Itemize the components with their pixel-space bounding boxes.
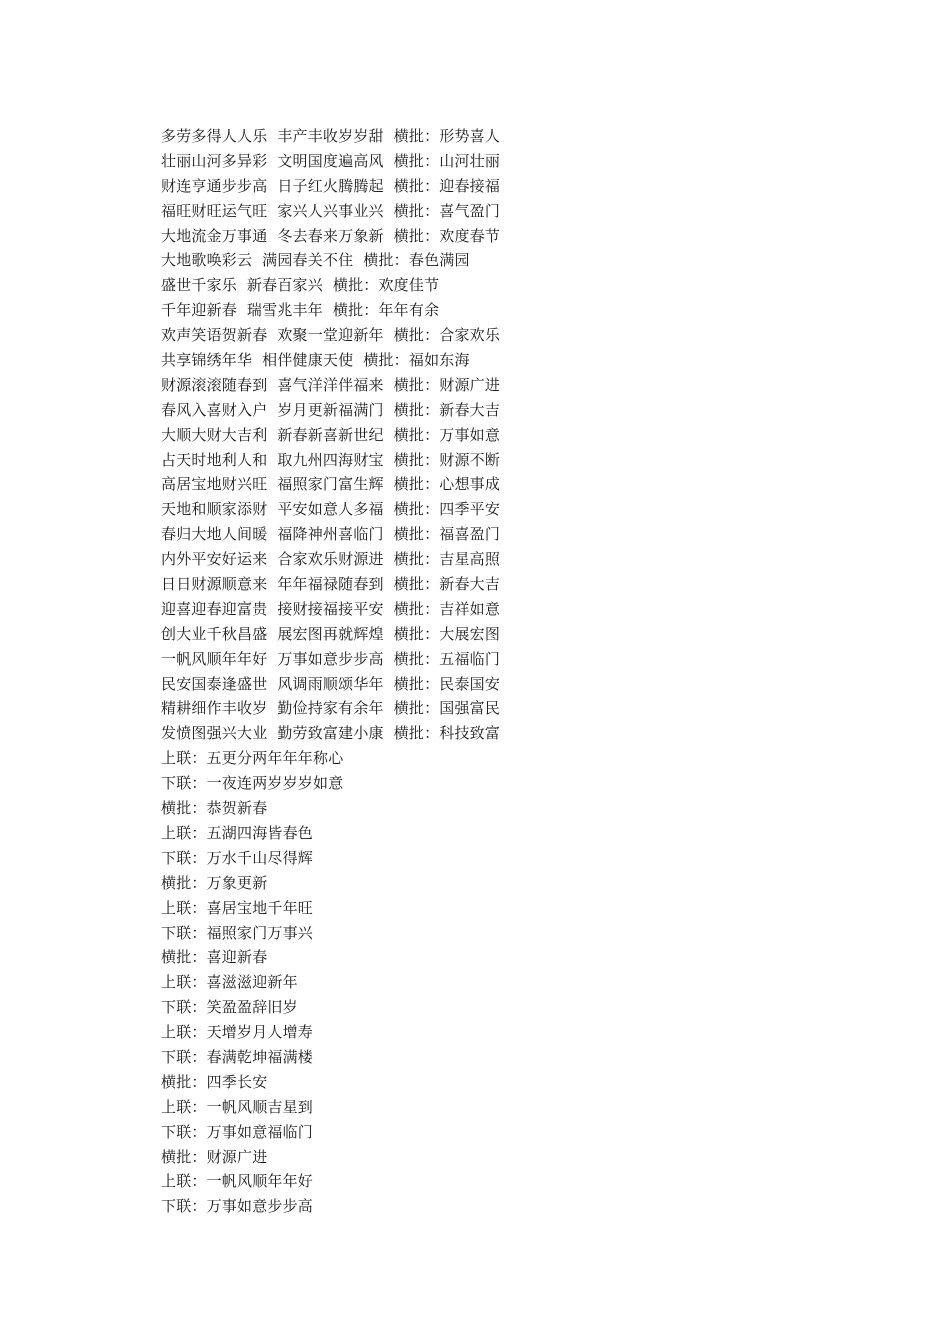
text-line: 天地和顺家添财 平安如意人多福 横批：四季平安 xyxy=(161,500,501,519)
text-line: 上联：喜居宝地千年旺 xyxy=(161,898,314,917)
text-line: 大顺大财大吉利 新春新喜新世纪 横批：万事如意 xyxy=(161,425,501,444)
text-line: 横批：四季长安 xyxy=(161,1072,268,1091)
text-line: 日日财源顺意来 年年福禄随春到 横批：新春大吉 xyxy=(161,575,501,594)
text-line: 横批：财源广进 xyxy=(161,1147,268,1166)
text-line: 下联：一夜连两岁岁岁如意 xyxy=(161,774,344,793)
text-line: 上联：五湖四海皆春色 xyxy=(161,823,314,842)
text-line: 下联：万水千山尽得辉 xyxy=(161,848,314,867)
text-line: 上联：天增岁月人增寿 xyxy=(161,1023,314,1042)
text-line: 上联：一帆风顺年年好 xyxy=(161,1172,314,1191)
text-line: 上联：喜滋滋迎新年 xyxy=(161,973,298,992)
text-line: 下联：福照家门万事兴 xyxy=(161,923,314,942)
text-line: 下联：笑盈盈辞旧岁 xyxy=(161,998,298,1017)
text-line: 内外平安好运来 合家欢乐财源进 横批：吉星高照 xyxy=(161,550,501,569)
text-line: 民安国泰逢盛世 风调雨顺颂华年 横批：民泰国安 xyxy=(161,674,501,693)
text-line: 上联：一帆风顺吉星到 xyxy=(161,1097,314,1116)
text-line: 下联：万事如意福临门 xyxy=(161,1122,314,1141)
text-line: 一帆风顺年年好 万事如意步步高 横批：五福临门 xyxy=(161,649,501,668)
text-line: 横批：恭贺新春 xyxy=(161,799,268,818)
text-line: 共享锦绣年华 相伴健康天使 横批：福如东海 xyxy=(161,351,470,370)
text-line: 大地歌唤彩云 满园春关不住 横批：春色满园 xyxy=(161,251,470,270)
text-line: 精耕细作丰收岁 勤俭持家有余年 横批：国强富民 xyxy=(161,699,501,718)
text-line: 高居宝地财兴旺 福照家门富生辉 横批：心想事成 xyxy=(161,475,501,494)
text-line: 福旺财旺运气旺 家兴人兴事业兴 横批：喜气盈门 xyxy=(161,201,501,220)
text-line: 迎喜迎春迎富贵 接财接福接平安 横批：吉祥如意 xyxy=(161,599,501,618)
text-line: 欢声笑语贺新春 欢聚一堂迎新年 横批：合家欢乐 xyxy=(161,326,501,345)
text-line: 盛世千家乐 新春百家兴 横批：欢度佳节 xyxy=(161,276,440,295)
text-line: 上联：五更分两年年年称心 xyxy=(161,749,344,768)
text-line: 下联：春满乾坤福满楼 xyxy=(161,1047,314,1066)
text-line: 财连亨通步步高 日子红火腾腾起 横批：迎春接福 xyxy=(161,176,501,195)
text-line: 横批：万象更新 xyxy=(161,873,268,892)
text-line: 创大业千秋昌盛 展宏图再就辉煌 横批：大展宏图 xyxy=(161,624,501,643)
text-line: 财源滚滚随春到 喜气洋洋伴福来 横批：财源广进 xyxy=(161,375,501,394)
text-line: 大地流金万事通 冬去春来万象新 横批：欢度春节 xyxy=(161,226,501,245)
text-line: 发愤图强兴大业 勤劳致富建小康 横批：科技致富 xyxy=(161,724,501,743)
text-line: 下联：万事如意步步高 xyxy=(161,1197,314,1216)
text-line: 春归大地人间暖 福降神州喜临门 横批：福喜盈门 xyxy=(161,525,501,544)
text-line: 壮丽山河多异彩 文明国度遍高风 横批：山河壮丽 xyxy=(161,151,501,170)
text-line: 多劳多得人人乐 丰产丰收岁岁甜 横批：形势喜人 xyxy=(161,127,501,145)
text-line: 占天时地利人和 取九州四海财宝 横批：财源不断 xyxy=(161,450,501,469)
text-line: 横批：喜迎新春 xyxy=(161,948,268,967)
text-line: 春风入喜财入户 岁月更新福满门 横批：新春大吉 xyxy=(161,400,501,419)
text-line: 千年迎新春 瑞雪兆丰年 横批：年年有余 xyxy=(161,301,440,320)
document-body xyxy=(161,124,921,1219)
